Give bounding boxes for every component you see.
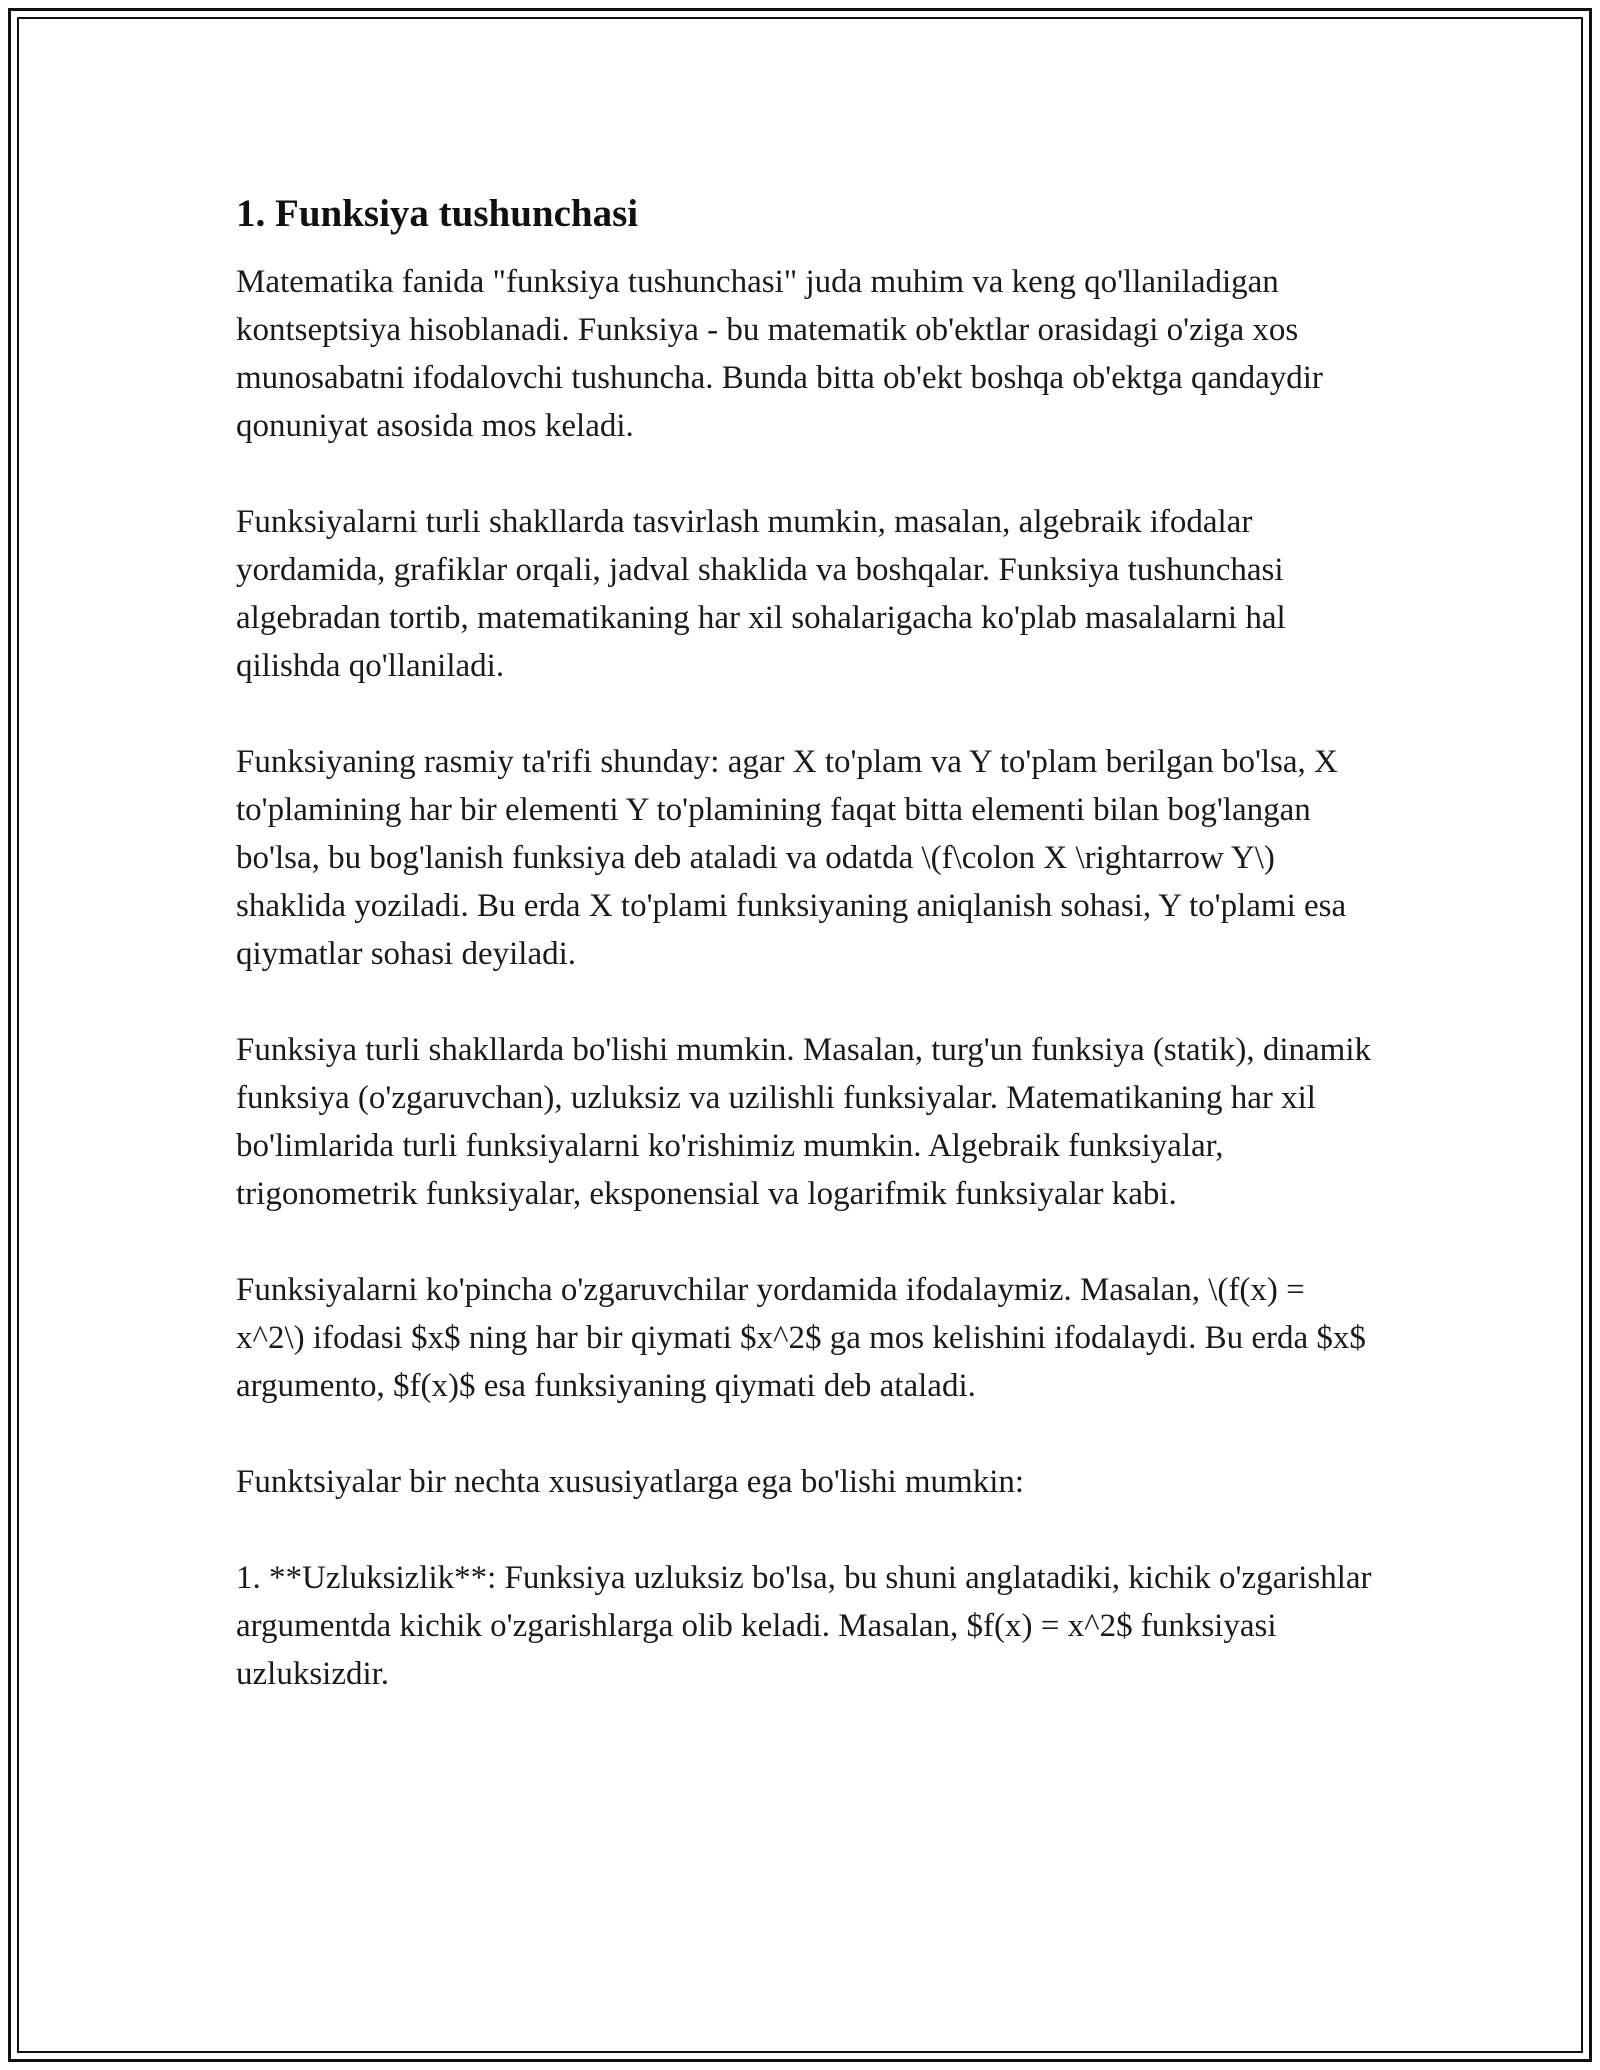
paragraph-function-types: Funksiya turli shakllarda bo'lishi mumkin. Masalan, turg'un funksiya (statik), dinamik funksiya (o'zgaruvchan), uzluksiz va uzilishli funksiyalar. Matematikaning har xil bo'limlarida turli funksiyalarni ko'rishimiz mumkin. Algebraik funksiyalar, trigonometrik funksiyalar, eksponensial va logarifmik funksiyalar kabi. <box>236 1032 1371 1212</box>
paragraph-representations: Funksiyalarni turli shakllarda tasvirlash mumkin, masalan, algebraik ifodalar yordamida, grafiklar orqali, jadval shaklida va boshqalar. Funksiya tushunchasi algebradan tortib, matematikaning har xil sohalarigacha ko'plab masalalarni hal qilishda qo'llaniladi. <box>236 504 1286 684</box>
paragraph-formal-definition: Funksiyaning rasmiy ta'rifi shunday: agar X to'plam va Y to'plam berilgan bo'lsa, X to'plamining har bir elementi Y to'plamining faqat bitta elementi bilan bog'langan bo'lsa, bu bog'lanish funksiya deb ataladi va odatda \(f\colon X \rightarrow Y\) shaklida yoziladi. Bu erda X to'plami funksiyaning aniqlanish sohasi, Y to'plami esa qiymatlar sohasi deyiladi. <box>236 744 1347 972</box>
paragraph-variables: Funksiyalarni ko'pincha o'zgaruvchilar yordamida ifodalaymiz. Masalan, \(f(x) = x^2\) ifodasi $x$ ning har bir qiymati $x^2$ ga mos kelishini ifodalaydi. Bu erda $x$ argumento, $f(x)$ esa funksiyaning qiymati deb ataladi. <box>236 1272 1366 1404</box>
paragraph-properties-intro: Funktsiyalar bir nechta xususiyatlarga ega bo'lishi mumkin: <box>236 1464 1025 1500</box>
section-heading: 1. Funksiya tushunchasi <box>236 192 639 235</box>
document-body <box>236 190 1376 1746</box>
paragraph-intro: Matematika fanida "funksiya tushunchasi" juda muhim va keng qo'llaniladigan kontseptsiya hisoblanadi. Funksiya - bu matematik ob'ektlar orasidagi o'ziga xos munosabatni ifodalovchi tushuncha. Bunda bitta ob'ekt boshqa ob'ektga qandaydir qonuniyat asosida mos keladi. <box>236 264 1323 444</box>
paragraph-continuity: 1. **Uzluksizlik**: Funksiya uzluksiz bo'lsa, bu shuni anglatadiki, kichik o'zgarishlar argumentda kichik o'zgarishlarga olib keladi. Masalan, $f(x) = x^2$ funksiyasi uzluksizdir. <box>236 1560 1372 1692</box>
